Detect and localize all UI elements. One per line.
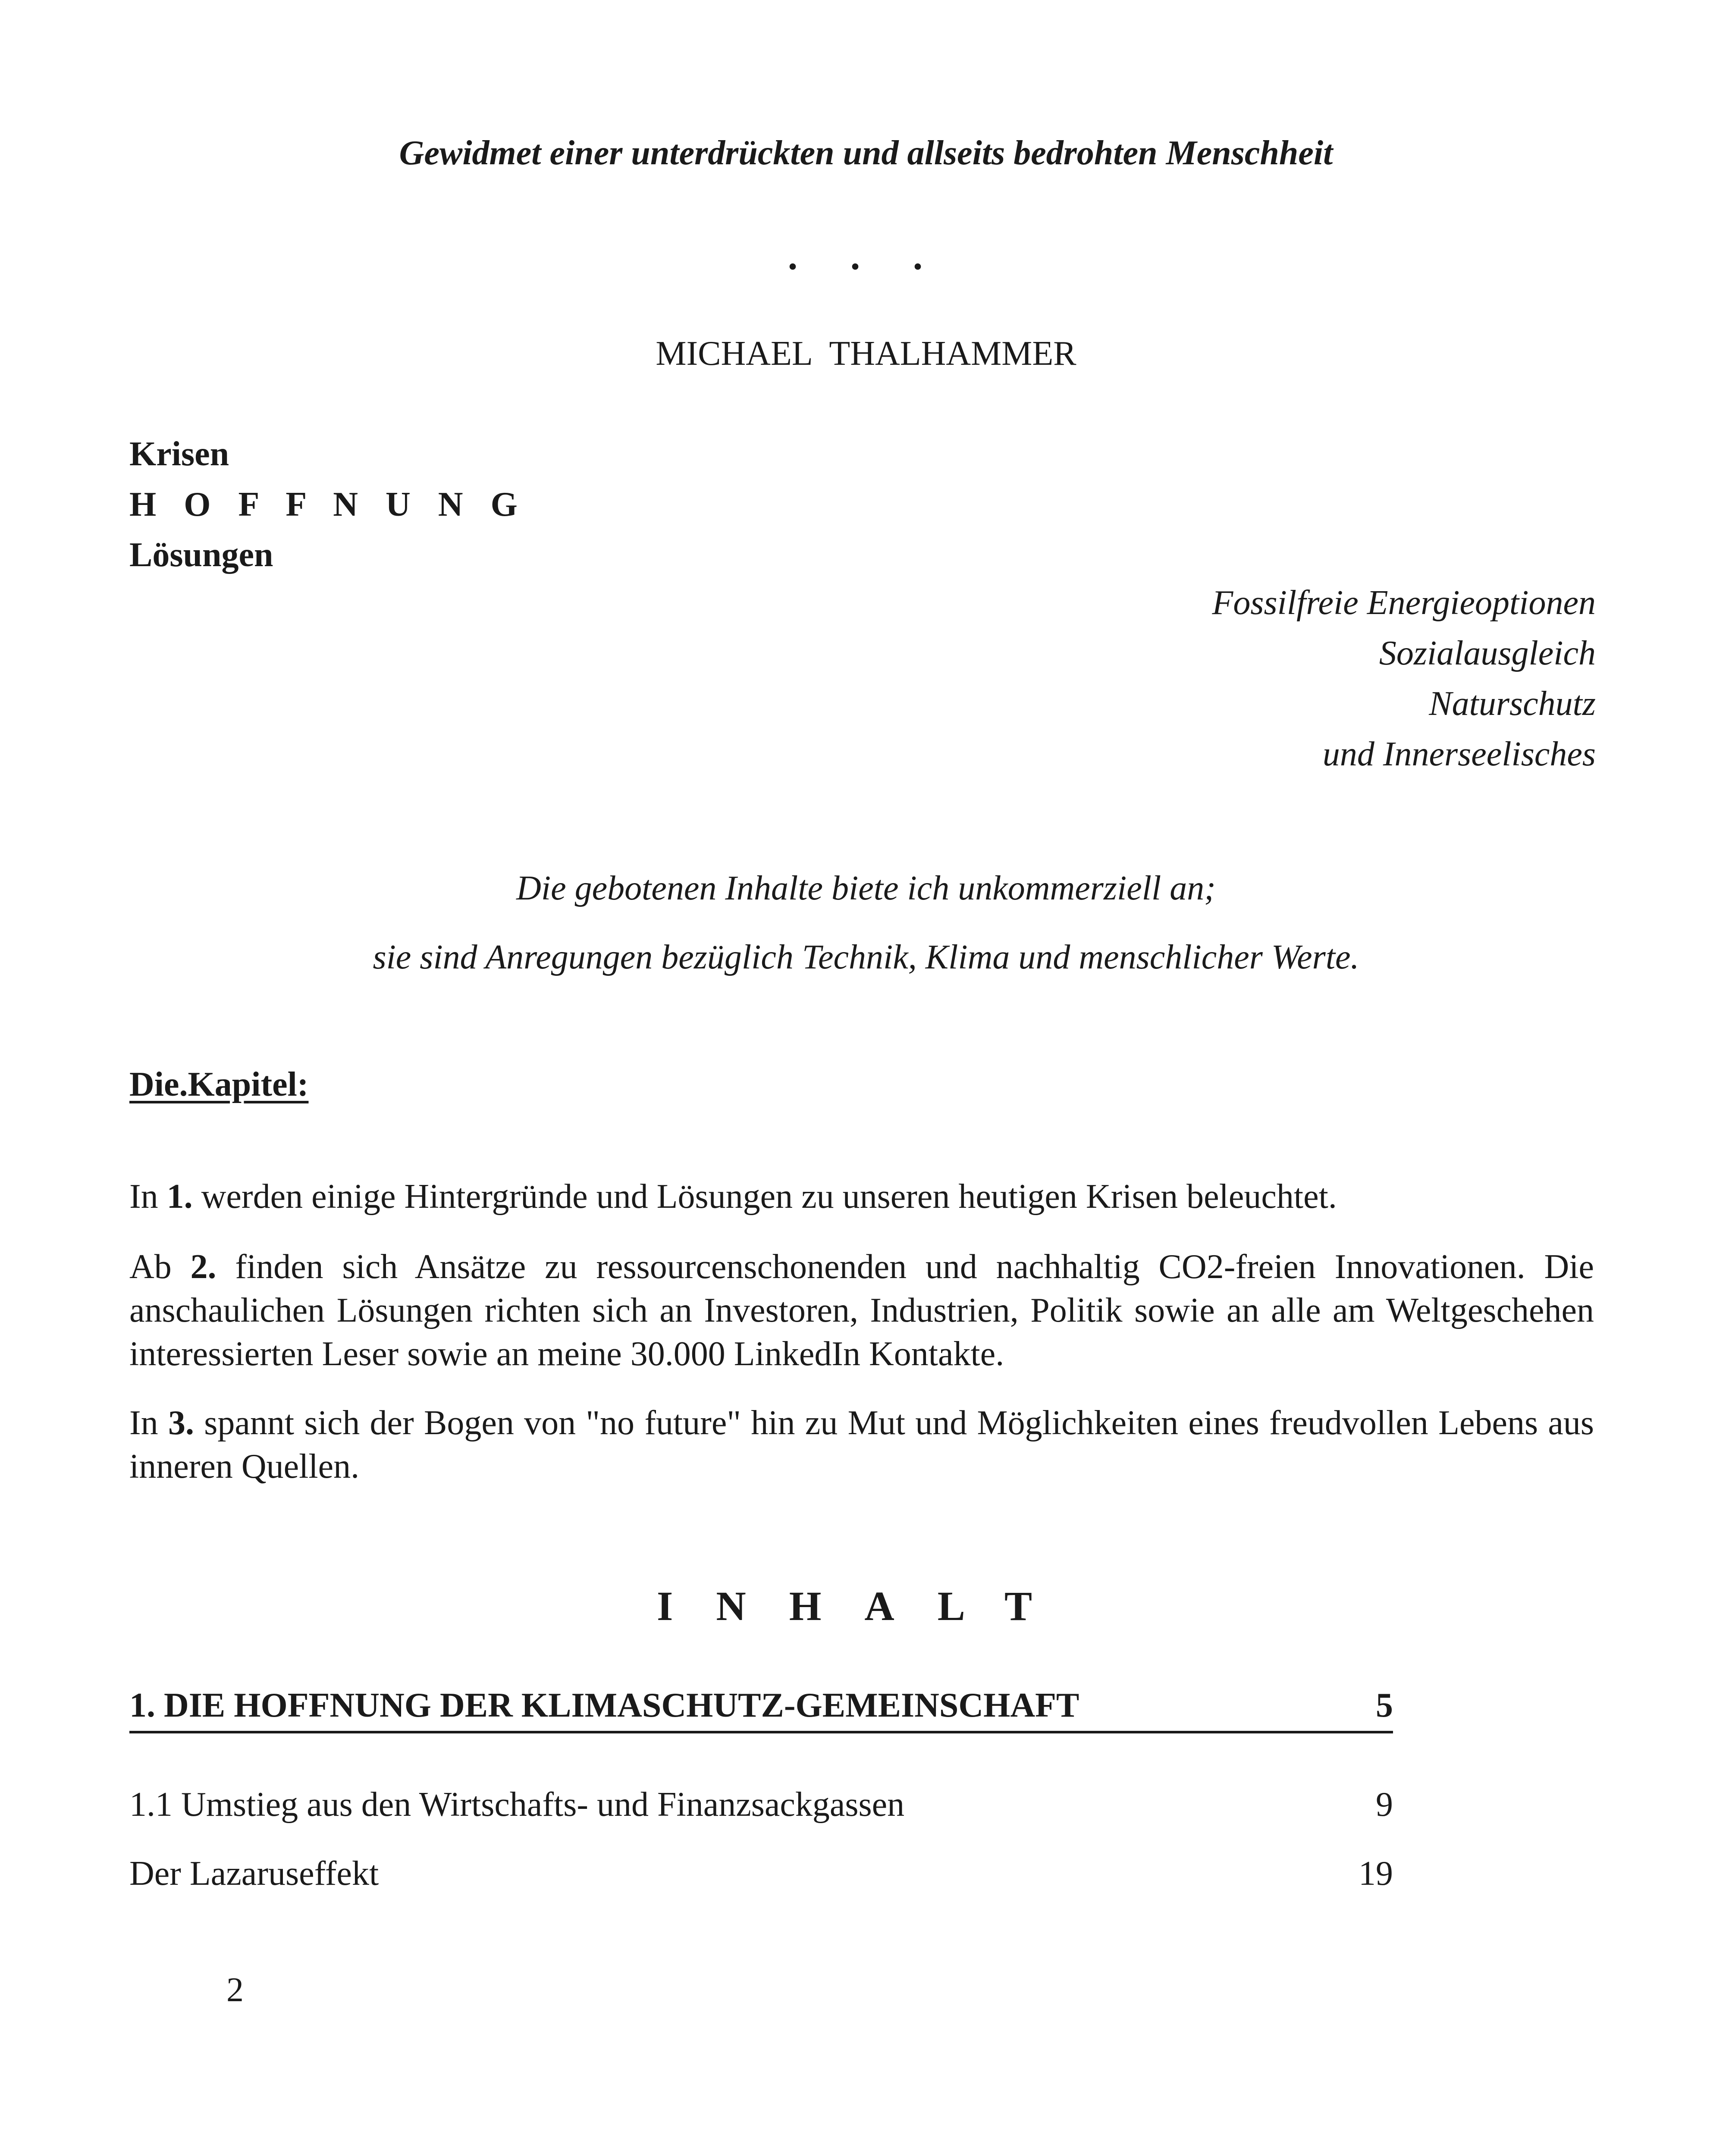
keyword-list: [129, 429, 527, 580]
dedication-line: Gewidmet einer unterdrückten und allseits bedrohten Menschheit: [399, 134, 1333, 172]
keyword-crises: Krisen: [129, 435, 229, 473]
chapters-heading: Die.Kapitel:: [129, 1065, 309, 1103]
notice-line: sie sind Anregungen bezüglich Technik, Klima und menschlicher Werte.: [373, 938, 1359, 976]
keyword-hope: H O F F N U N G: [129, 486, 527, 523]
page-number: 2: [226, 1971, 244, 2009]
toc-entry-page: 5: [1376, 1686, 1393, 1724]
topic-item: und Innerseelisches: [1322, 735, 1596, 773]
topic-list: [1212, 578, 1596, 780]
author-name: MICHAEL THALHAMMER: [656, 335, 1076, 373]
paragraph-prefix: In: [129, 1178, 167, 1216]
paragraph-prefix: In: [129, 1404, 168, 1442]
chapter-paragraph-2: [129, 1245, 1594, 1376]
contents-heading: INHALT: [657, 1583, 1075, 1629]
chapter-paragraph-3: [129, 1401, 1594, 1489]
toc-entry-label: 1. DIE HOFFNUNG DER KLIMASCHUTZ-GEMEINSCHAFT: [129, 1686, 1079, 1724]
chapter-number: 1.: [166, 1178, 193, 1216]
topic-item: Naturschutz: [1429, 685, 1596, 723]
toc-entry-page: 9: [1376, 1786, 1393, 1824]
topic-item: Fossilfreie Energieoptionen: [1212, 584, 1596, 622]
toc-entry[interactable]: [129, 1781, 1393, 1828]
toc-entry-label: 1.1 Umstieg aus den Wirtschafts- und Finanzsackgassen: [129, 1786, 905, 1824]
paragraph-text: spannt sich der Bogen von "no future" hin zu Mut und Möglichkeiten eines freudvollen Lebens aus inneren Quellen.: [129, 1404, 1594, 1485]
notice-line: Die gebotenen Inhalte biete ich unkommerziell an;: [516, 869, 1216, 907]
chapter-paragraph-1: [129, 1175, 1594, 1219]
toc-entry-page: 19: [1359, 1855, 1393, 1893]
keyword-solutions: Lösungen: [129, 536, 273, 574]
toc-entry-label: Der Lazaruseffekt: [129, 1855, 379, 1893]
chapter-number: 2.: [190, 1248, 216, 1286]
toc-entry[interactable]: [129, 1850, 1393, 1897]
paragraph-text: finden sich Ansätze zu ressourcenschonenden und nachhaltig CO2-freien Innovationen. Die anschaulichen Lösungen richten sich an Investoren, Industrien, Politik sowie an alle am Weltgeschehen interessierten Leser sowie an meine 30.000 LinkedIn Kontakte.: [129, 1248, 1594, 1373]
paragraph-text: werden einige Hintergründe und Lösungen zu unseren heutigen Krisen beleuchtet.: [192, 1178, 1337, 1216]
notice-text: [0, 854, 1732, 992]
separator-dots: . . .: [788, 235, 944, 278]
chapter-number: 3.: [168, 1404, 194, 1442]
paragraph-prefix: Ab: [129, 1248, 191, 1286]
topic-item: Sozialausgleich: [1379, 634, 1596, 672]
toc-entry[interactable]: [129, 1682, 1393, 1733]
